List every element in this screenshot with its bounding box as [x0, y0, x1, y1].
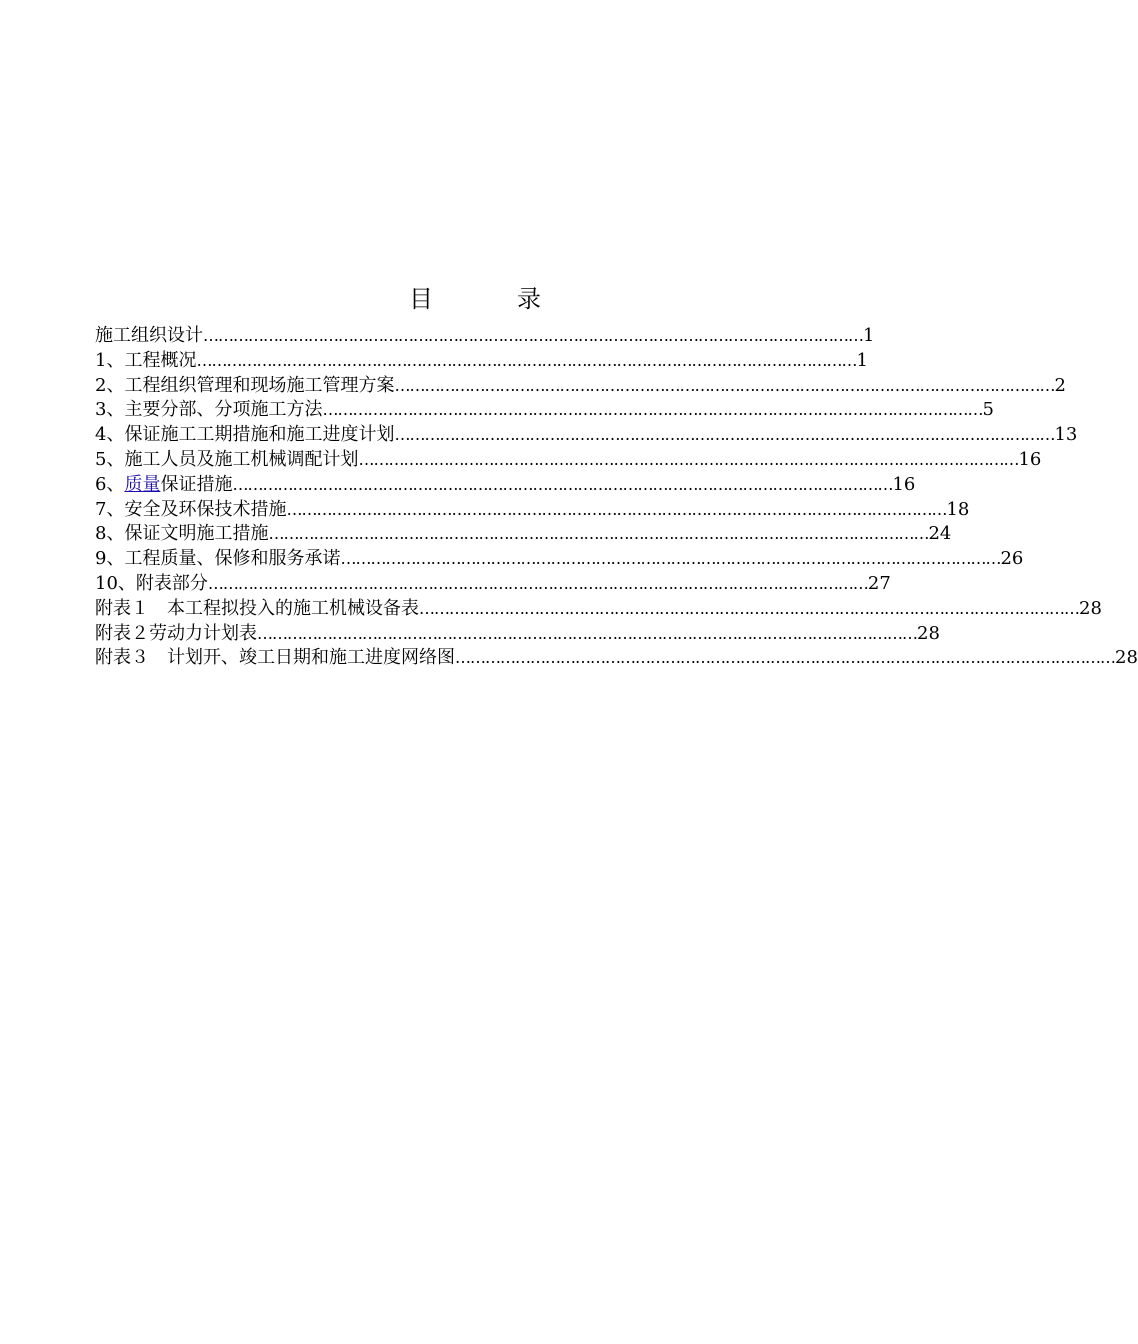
toc-entry-label: 附表２劳动力计划表: [95, 622, 257, 644]
toc-page-number: 1: [856, 349, 868, 371]
toc-entry-1[interactable]: [95, 324, 875, 349]
toc-page-number: 13: [1054, 424, 1078, 446]
toc-dot-leader: ……………………………………………………………………………………………………………………: [257, 623, 917, 643]
quality-link[interactable]: 质量: [124, 473, 161, 495]
toc-entry-label: [95, 473, 232, 498]
toc-dot-leader: ……………………………………………………………………………………………………………………: [232, 474, 893, 494]
toc-dot-leader: ……………………………………………………………………………………………………………………: [394, 375, 1055, 395]
toc-dot-leader: ……………………………………………………………………………………………………………………: [358, 449, 1019, 469]
toc-page-number: 26: [1000, 548, 1024, 570]
toc-page-number: 24: [928, 523, 952, 545]
toc-entry-label: 10、附表部分: [95, 572, 208, 594]
toc-entry-label: 9、工程质量、保修和服务承诺: [95, 548, 341, 570]
toc-entry-suffix: 保证措施: [160, 473, 233, 495]
toc-entry-6[interactable]: [95, 448, 1042, 473]
toc-entry-9[interactable]: [95, 522, 952, 547]
toc-page-number: 27: [867, 572, 891, 594]
toc-entry-12[interactable]: [95, 597, 1102, 622]
toc-entry-5[interactable]: [95, 423, 1078, 448]
toc-dot-leader: ……………………………………………………………………………………………………………………: [196, 350, 857, 370]
toc-entry-label: 施工组织设计: [95, 325, 203, 346]
toc-entry-3[interactable]: [95, 374, 1066, 399]
toc-dot-leader: ……………………………………………………………………………………………………………………: [322, 400, 983, 420]
toc-page-number: 18: [946, 498, 970, 520]
toc-dot-leader: ……………………………………………………………………………………………………………………: [207, 573, 868, 593]
toc-page-number: 2: [1054, 374, 1066, 396]
toc-entry-label: 1、工程概况: [95, 349, 197, 371]
toc-entry-label: 5、施工人员及施工机械调配计划: [95, 448, 359, 470]
toc-entry-2[interactable]: [95, 349, 868, 374]
toc-entry-8[interactable]: [95, 498, 970, 523]
toc-dot-leader: ……………………………………………………………………………………………………………………: [455, 648, 1115, 668]
toc-page-number: 16: [1018, 448, 1042, 470]
toc-entry-label: 8、保证文明施工措施: [95, 523, 269, 545]
toc-title: 目 录: [409, 285, 571, 313]
toc-entry-label: 2、工程组织管理和现场施工管理方案: [95, 374, 395, 396]
toc-entry-label: 附表１ 本工程拟投入的施工机械设备表: [95, 597, 419, 619]
toc-entry-13[interactable]: [95, 622, 940, 647]
toc-entry-11[interactable]: [95, 572, 891, 597]
toc-entry-14[interactable]: [95, 646, 1138, 671]
table-of-contents: [95, 324, 1138, 671]
toc-dot-leader: ……………………………………………………………………………………………………………………: [394, 425, 1055, 445]
toc-entry-label: 7、安全及环保技术措施: [95, 498, 287, 520]
toc-dot-leader: ……………………………………………………………………………………………………………………: [203, 326, 863, 345]
toc-entry-label: 3、主要分部、分项施工方法: [95, 399, 323, 421]
toc-entry-7[interactable]: [95, 473, 916, 498]
toc-dot-leader: ……………………………………………………………………………………………………………………: [268, 524, 929, 544]
toc-dot-leader: ……………………………………………………………………………………………………………………: [286, 499, 947, 519]
toc-entry-10[interactable]: [95, 547, 1024, 572]
toc-entry-label: 附表３ 计划开、竣工日期和施工进度网络图: [95, 647, 455, 669]
toc-page-number: 28: [917, 622, 940, 644]
toc-page-number: 28: [1079, 597, 1102, 619]
toc-entry-label: 4、保证施工工期措施和施工进度计划: [95, 424, 395, 446]
toc-page-number: 16: [892, 473, 916, 495]
toc-entry-4[interactable]: [95, 398, 994, 423]
toc-page-number: 1: [863, 325, 875, 346]
toc-entry-prefix: 6、: [95, 473, 125, 495]
toc-dot-leader: ……………………………………………………………………………………………………………………: [340, 549, 1001, 569]
toc-page-number: 5: [982, 399, 994, 421]
toc-page-number: 28: [1115, 647, 1138, 669]
toc-dot-leader: ……………………………………………………………………………………………………………………: [419, 598, 1079, 618]
